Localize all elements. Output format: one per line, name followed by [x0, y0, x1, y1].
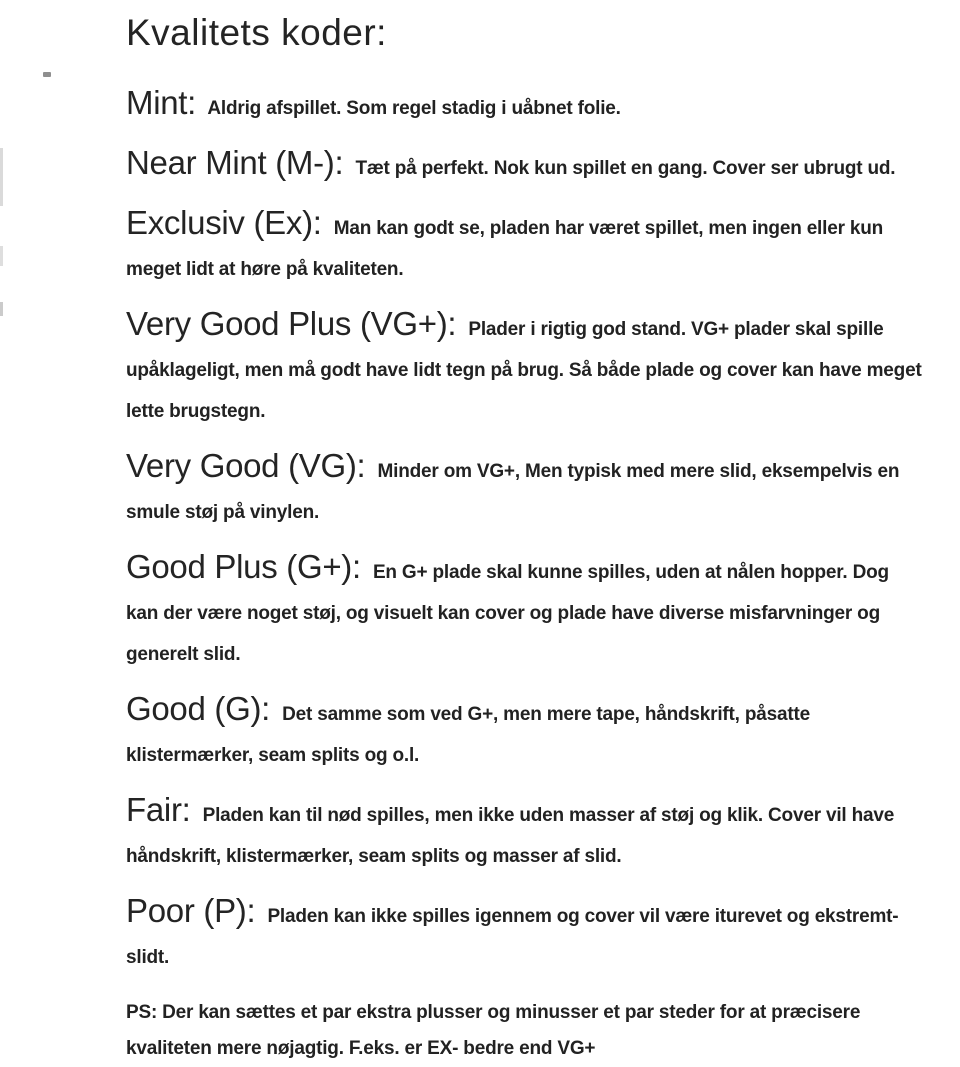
quality-term: Very Good Plus (VG+): [126, 305, 457, 342]
quality-desc: Tæt på perfekt. Nok kun spillet en gang. Cover ser ubrugt ud. [355, 158, 896, 179]
quality-desc: Aldrig afspillet. Som regel stadig i uåbnet folie. [207, 98, 621, 119]
quality-term: Good (G): [126, 690, 271, 727]
quality-entry-exclusiv [126, 206, 926, 290]
quality-term: Exclusiv (Ex): [126, 204, 322, 241]
scan-artifact-edge [0, 302, 3, 316]
quality-entry-very-good-plus [126, 307, 926, 432]
quality-entry-mint [126, 86, 926, 129]
quality-desc: En G+ plade skal kunne spilles, uden at nålen hopper. Dog kan der være noget støj, og visuelt kan cover og plade have diverse misfarvninger og generelt slid. [126, 562, 889, 665]
quality-entry-good [126, 692, 926, 776]
quality-desc: Plader i rigtig god stand. VG+ plader skal spille upåklageligt, men må godt have lidt tegn på brug. Så både plade og cover kan have meget lette brugstegn. [126, 319, 922, 422]
quality-term: Mint: [126, 84, 197, 121]
scan-artifact-dot [43, 72, 51, 77]
quality-desc: Pladen kan ikke spilles igennem og cover vil være iturevet og ekstremt-slidt. [126, 906, 899, 968]
quality-desc: Pladen kan til nød spilles, men ikke uden masser af støj og klik. Cover vil have håndskrift, klistermærker, seam splits og masser af slid. [126, 805, 895, 867]
quality-term: Good Plus (G+): [126, 548, 361, 585]
postscript-note: PS: Der kan sættes et par ekstra plusser og minusser et par steder for at præcisere kvaliteten mere nøjagtig. F.eks. er EX- bedre end VG+ [126, 1002, 861, 1059]
scan-artifact-edge [0, 246, 3, 266]
quality-term: Near Mint (M-): [126, 144, 344, 181]
quality-entry-poor [126, 894, 926, 978]
quality-entry-very-good [126, 449, 926, 533]
quality-term: Very Good (VG): [126, 447, 366, 484]
quality-desc: Det samme som ved G+, men mere tape, håndskrift, påsatte klistermærker, seam splits og o.l. [126, 704, 810, 766]
quality-term: Fair: [126, 791, 191, 828]
quality-desc: Man kan godt se, pladen har været spillet, men ingen eller kun meget lidt at høre på kvaliteten. [126, 218, 884, 280]
scan-artifact-edge [0, 148, 3, 206]
quality-entry-fair [126, 793, 926, 877]
page-title: Kvalitets koder: [126, 12, 387, 53]
quality-entry-good-plus [126, 550, 926, 675]
quality-desc: Minder om VG+, Men typisk med mere slid, eksempelvis en smule støj på vinylen. [126, 461, 900, 523]
quality-entry-near-mint [126, 146, 926, 189]
quality-term: Poor (P): [126, 892, 256, 929]
